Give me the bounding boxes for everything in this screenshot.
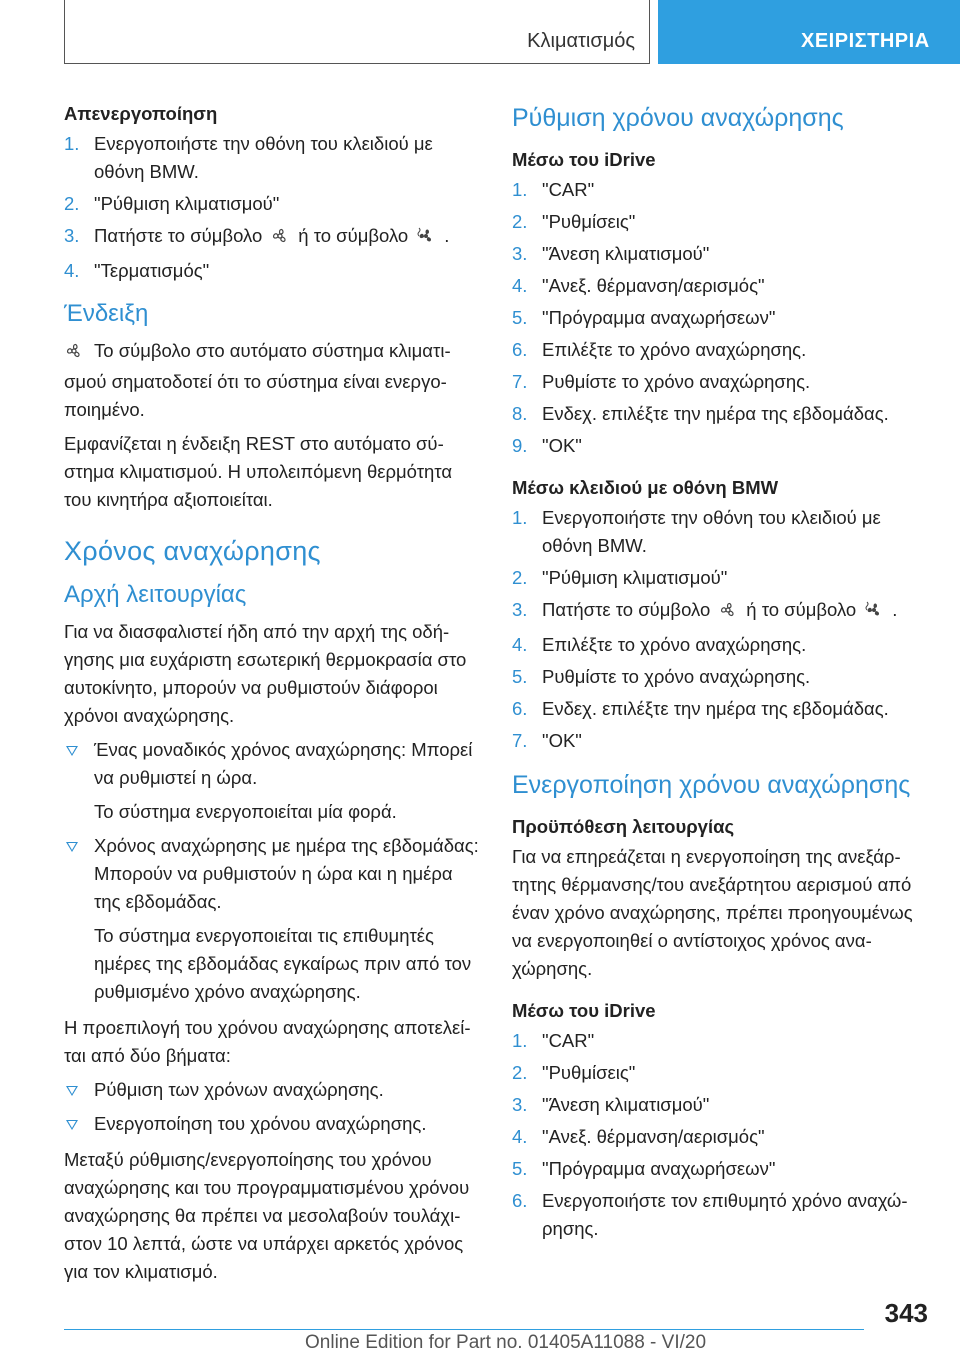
list-item: 5. "Πρόγραμμα αναχωρήσεων"	[512, 307, 776, 328]
bullet-triangle-icon	[66, 746, 78, 756]
departure-types-list	[64, 736, 484, 1006]
principle-heading: Αρχή λειτουργίας	[64, 581, 247, 608]
rest-paragraph: Εμφανίζεται η ένδειξη REST στο αυτόματο σύστημα κλιματισμού. Η υπολειπόμενη θερμότητα του κινητήρα αξιοποιείται.	[64, 433, 453, 510]
via-idrive-heading: Μέσω του iDrive	[512, 149, 656, 170]
ventilation-fan-icon	[718, 599, 738, 627]
idrive-activate-steps	[512, 1027, 932, 1243]
heating-fan-icon	[864, 599, 884, 627]
list-item: 8. Ενδεχ. επιλέξτε την ημέρα της εβδομάδας.	[512, 403, 889, 424]
preset-steps-list	[64, 1076, 484, 1138]
list-item: 5. "Πρόγραμμα αναχωρήσεων"	[512, 1158, 776, 1179]
list-item: 6. Επιλέξτε το χρόνο αναχώρησης.	[512, 339, 807, 360]
set-departure-heading: Ρύθμιση χρόνου αναχώρησης	[512, 104, 844, 132]
list-item: 4. "Ανεξ. θέρμανση/αερισμός"	[512, 1126, 765, 1147]
principle-paragraph: Για να διασφαλιστεί ήδη από την αρχή της οδήγησης μια ευχάριστη εσωτερική θερμοκρασία στο αυτοκίνητο, μπορούν να ρυθμιστούν διάφοροι χρόνοι αναχώρησης.	[64, 621, 467, 726]
right-column	[512, 100, 932, 1257]
idrive-steps	[512, 176, 932, 460]
bullet-triangle-icon	[66, 1086, 78, 1096]
list-item: 1. Ενεργοποιήστε την οθόνη του κλειδιού με οθόνη BMW.	[64, 133, 433, 182]
via-key-heading: Μέσω κλειδιού με οθόνη BMW	[512, 477, 779, 498]
list-item: 1. "CAR"	[512, 1030, 595, 1051]
ventilation-fan-icon	[64, 340, 84, 368]
departure-time-heading: Χρόνος αναχώρησης	[64, 536, 321, 566]
bullet-triangle-icon	[66, 842, 78, 852]
heating-fan-icon	[416, 225, 436, 253]
section-tab: ΧΕΙΡΙΣΤΗΡΙΑ	[658, 0, 960, 64]
list-item: Χρόνος αναχώρησης με ημέρα της εβδομάδας: Μπορούν να ρυθμιστούν η ώρα και η ημέρα της εβδομάδας. Το σύστημα ενεργοποιείται τις επιθυμητές ημέρες της εβδομάδας εγκαίρως πριν από τον ρυθμισμένο χρόνο αναχώρησης.	[64, 832, 484, 1006]
footer-divider	[64, 1329, 864, 1330]
prerequisite-heading: Προϋπόθεση λειτουργίας	[512, 816, 735, 837]
list-item: 7. "OK"	[512, 730, 582, 751]
list-item: 5. Ρυθμίστε το χρόνο αναχώρησης.	[512, 666, 811, 687]
preset-paragraph: Η προεπιλογή του χρόνου αναχώρησης αποτελείται από δύο βήματα:	[64, 1017, 471, 1066]
key-steps	[512, 504, 932, 755]
list-item: 2. "Ρύθμιση κλιματισμού"	[64, 193, 280, 214]
list-item: 2. "Ρυθμίσεις"	[512, 1062, 636, 1083]
left-column	[64, 100, 484, 1292]
list-item: 3. "Άνεση κλιματισμού"	[512, 243, 710, 264]
chapter-title: Κλιματισμός	[527, 30, 635, 52]
list-item: Ενεργοποίηση του χρόνου αναχώρησης.	[64, 1110, 484, 1138]
bullet-triangle-icon	[66, 1120, 78, 1130]
list-item: 4. "Ανεξ. θέρμανση/αερισμός"	[512, 275, 765, 296]
list-item: 2. "Ρυθμίσεις"	[512, 211, 636, 232]
list-item: 6. Ενδεχ. επιλέξτε την ημέρα της εβδομάδας.	[512, 698, 889, 719]
ventilation-fan-icon	[270, 225, 290, 253]
deactivation-heading: Απενεργοποίηση	[64, 103, 218, 124]
via-idrive-heading-2: Μέσω του iDrive	[512, 1000, 656, 1021]
list-item: 6. Ενεργοποιήστε τον επιθυμητό χρόνο αναχώρησης.	[512, 1190, 908, 1239]
list-item: Ρύθμιση των χρόνων αναχώρησης.	[64, 1076, 484, 1104]
list-item: 4. "Τερματισμός"	[64, 260, 210, 281]
list-item: 3. Πατήστε το σύμβολο ή το σύμβολο .	[64, 222, 484, 253]
list-item: 1. "CAR"	[512, 179, 595, 200]
list-item: 3. Πατήστε το σύμβολο ή το σύμβολο .	[512, 596, 932, 627]
header-chapter-box	[64, 0, 650, 64]
list-item: 3. "Άνεση κλιματισμού"	[512, 1094, 710, 1115]
activate-departure-heading: Ενεργοποίηση χρόνου αναχώρησης	[512, 771, 911, 799]
list-item: 1. Ενεργοποιήστε την οθόνη του κλειδιού με οθόνη BMW.	[512, 507, 881, 556]
page-number: 343	[884, 1298, 928, 1328]
list-item: 2. "Ρύθμιση κλιματισμού"	[512, 567, 728, 588]
list-item: Ένας μοναδικός χρόνος αναχώρησης: Μπορεί να ρυθμιστεί η ώρα. Το σύστημα ενεργοποιείται μία φορά.	[64, 736, 484, 826]
deactivation-steps	[64, 130, 484, 285]
list-item: 9. "OK"	[512, 435, 582, 456]
edition-footer: Online Edition for Part no. 01405A11088 - VI/20	[305, 1332, 707, 1353]
list-item: 7. Ρυθμίστε το χρόνο αναχώρησης.	[512, 371, 811, 392]
list-item: 4. Επιλέξτε το χρόνο αναχώρησης.	[512, 634, 807, 655]
timing-paragraph: Μεταξύ ρύθμισης/ενεργοποίησης του χρόνου αναχώρησης και του προγραμματισμένου χρόνου αναχώρησης θα πρέπει να μεσολαβούν τουλάχιστον 10 λεπτά, ώστε να υπάρχει αρκετός χρόνος για τον κλιματισμό.	[64, 1149, 470, 1282]
indicator-heading: Ένδειξη	[64, 300, 149, 327]
prerequisite-paragraph: Για να επηρεάζεται η ενεργοποίηση της ανεξάρτητης θέρμανσης/του ανεξάρτητου αερισμού από έναν χρόνο αναχώρησης, πρέπει προηγουμένως να ενεργοποιηθεί ο αντίστοιχος χρόνος αναχώρησης.	[512, 846, 913, 979]
indicator-paragraph: Το σύμβολο στο αυτόματο σύστημα κλιματισμού σηματοδοτεί ότι το σύστημα είναι ενεργοποιημένο.	[64, 340, 451, 420]
